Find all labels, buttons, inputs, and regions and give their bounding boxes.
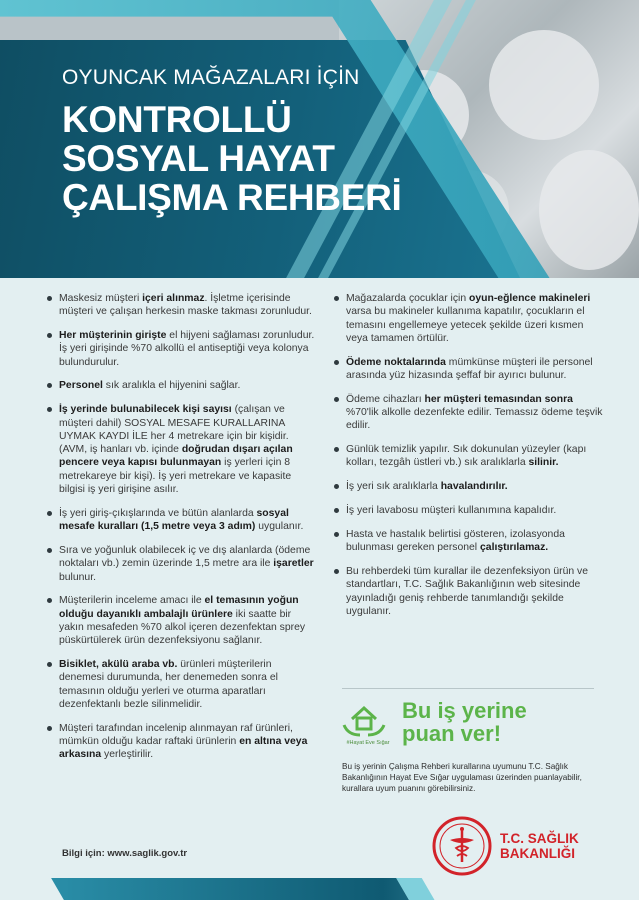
rules-right-column — [331, 292, 607, 629]
header-text — [62, 66, 401, 217]
bottom-decoration — [0, 878, 639, 900]
rule-item — [331, 480, 607, 493]
header-subtitle: OYUNCAK MAĞAZALARI İÇİN — [62, 66, 360, 89]
rule-text-bold: Ödeme noktalarında — [346, 356, 446, 368]
page-title-line: KONTROLLÜ — [62, 99, 292, 140]
rule-text-bold: her müşteri temasından sonra — [424, 393, 573, 405]
rule-text: Hasta ve hastalık belirtisi gösteren, izolasyonda bulunması gereken personel — [346, 528, 565, 554]
rule-item — [44, 658, 316, 711]
logo-label: #Hayat Eve Sığar — [346, 740, 390, 746]
rule-item — [331, 504, 607, 517]
ministry-seal-icon — [432, 816, 492, 876]
rule-text: Bu rehberdeki tüm kurallar ile dezenfeksiyon ürün ve standartları, T.C. Sağlık Bakanlığının web sitesinde yayınladığı geniş rehberde tanımlandığı şekilde uygulanır. — [346, 565, 588, 617]
rule-text: iki saatte bir yakın mesafeden %70 alkol içeren dezenfektan sprey püskürtülerek ürün dezenfeksiyonu sağlanır. — [59, 608, 306, 647]
rule-item — [44, 594, 316, 647]
rule-text: sık aralıkla el hijyenini sağlar. — [102, 380, 241, 392]
rule-text-bold: Her müşterinin girişte — [59, 330, 167, 342]
rule-text: Müşterilerin inceleme amacı ile — [59, 595, 205, 607]
rule-text-bold: İş yerinde bulunabilecek kişi sayısı — [59, 404, 232, 416]
rule-text: (çalışan ve müşteri dahil) SOSYAL MESAFE KURALLARINA UYMAK KAYDI İLE her 4 metrekare için bir kişidir. (AVM, iş hanları vb. içinde — [59, 404, 289, 456]
rule-text: İş yeri giriş-çıkışlarında ve bütün alanlarda — [59, 507, 257, 519]
rule-text-bold: silinir. — [528, 457, 559, 469]
divider — [342, 688, 594, 689]
rule-item — [44, 544, 316, 584]
rule-item — [331, 565, 607, 618]
rule-text-bold: Personel — [59, 380, 103, 392]
rule-item — [44, 379, 316, 392]
rule-text-bold: çalıştırılamaz. — [480, 542, 549, 554]
rule-text: uygulanır. — [255, 521, 304, 533]
rule-text-bold: el temasının yoğun olduğu dayanıklı ambalajlı ürünlere — [59, 595, 299, 620]
rule-item — [331, 292, 607, 345]
rule-text-bold: en altına veya arkasına — [59, 736, 308, 761]
rule-text-bold: doğrudan dışarı açılan pencere veya kapısı bulunmayan — [59, 444, 293, 469]
rule-text: ürünleri müşterilerin denemesi durumunda, her denemeden sonra el temasının olduğu yerleri ve oturma aparatları dezenfektanlı bezle silinmelidir. — [59, 659, 278, 710]
rate-badge — [342, 688, 594, 794]
rule-text: varsa bu makineler kullanıma kapatılır, çocukların el temasını engellemeye yetecek şekilde üzeri kısmen veya tamamen örtülür. — [346, 306, 585, 344]
rule-text-bold: işaretler — [273, 558, 314, 570]
rule-text: Müşteri tarafından incelenip alınmayan raf ürünleri, mümkün olduğu kadar raftaki ürünlerin — [59, 722, 293, 748]
rules-left-column — [44, 292, 316, 772]
page-title-line: ÇALIŞMA REHBERİ — [62, 177, 402, 218]
rule-text: Sıra ve yoğunluk olabilecek iç ve dış alanlarda (ödeme noktaları vb.) zemin üzerinde 1,5 metre ara ile — [59, 544, 311, 570]
rule-text-bold: sosyal mesafe kuralları (1,5 metre veya 3 adım) — [59, 507, 289, 533]
rule-text: yerleştirilir. — [101, 749, 154, 761]
rule-item — [331, 443, 607, 470]
badge-title-line: Bu iş yerine — [402, 698, 527, 723]
badge-title-line: puan ver! — [402, 721, 502, 746]
rule-text-bold: içeri alınmaz — [142, 293, 205, 304]
rule-text: mümkünse müşteri ile personel arasında yüz hizasında şeffaf bir ayırıcı bulunur. — [346, 356, 593, 381]
page-title-line: SOSYAL HAYAT — [62, 138, 335, 179]
rule-text-bold: Bisiklet, akülü araba vb. — [59, 659, 178, 671]
badge-description: Bu iş yerinin Çalışma Rehberi kurallarına uyumunu T.C. Sağlık Bakanlığının Hayat Eve Sığar uygulaması üzerinden puanlayabilir, kurallara uyum puanını görebilirsiniz. — [342, 762, 582, 793]
ministry-name — [500, 831, 579, 861]
rule-text: Ödeme cihazları — [346, 393, 425, 405]
hayat-eve-sigar-logo — [342, 699, 394, 751]
ministry-logo — [432, 816, 579, 876]
rule-item — [331, 393, 607, 433]
rule-text-bold: oyun-eğlence makineleri — [469, 293, 591, 304]
house-hands-icon — [342, 699, 386, 739]
header-banner — [0, 0, 639, 278]
rule-text: İş yeri sık aralıklarla — [346, 481, 441, 493]
badge-title — [402, 699, 527, 745]
rule-item — [44, 403, 316, 496]
rule-text: iş yerleri için 8 metrekareye bir kişi). İş yeri metrekare ve kapasite bilgisi iş yeri girişine asılır. — [59, 457, 292, 496]
rule-text: . İşletme içerisinde müşteri ve çalışan herkesin maske takması zorunludur. — [59, 293, 312, 318]
rule-item — [44, 329, 316, 369]
rule-item — [44, 722, 316, 762]
rule-text: Günlük temizlik yapılır. Sık dokunulan yüzeyler (kapı kolları, tezgâh üstleri vb.) sık aralıklarla — [346, 444, 587, 469]
rule-text-bold: havalandırılır. — [440, 481, 508, 493]
rule-item — [44, 292, 316, 319]
rule-text: Mağazalarda çocuklar için — [346, 293, 470, 304]
ministry-name-line: BAKANLIĞI — [500, 846, 575, 861]
rule-text: İş yeri lavabosu müşteri kullanımına kapalıdır. — [346, 505, 557, 517]
page-title — [62, 100, 401, 217]
rule-text: bulunur. — [59, 571, 96, 583]
info-link: Bilgi için: www.saglik.gov.tr — [62, 848, 188, 859]
rule-item — [331, 528, 607, 555]
rule-item — [44, 507, 316, 534]
ministry-name-line: T.C. SAĞLIK — [500, 831, 579, 846]
rule-text: %70'lik alkolle dezenfekte edilir. Temassız ödeme teşvik edilir. — [346, 407, 603, 432]
rule-item — [331, 356, 607, 383]
rule-text: Maskesiz müşteri — [59, 293, 143, 304]
rule-text: el hijyeni sağlaması zorunludur. İş yeri girişinde %70 alkollü el antiseptiği veya kolonya bulundurulur. — [59, 330, 315, 368]
